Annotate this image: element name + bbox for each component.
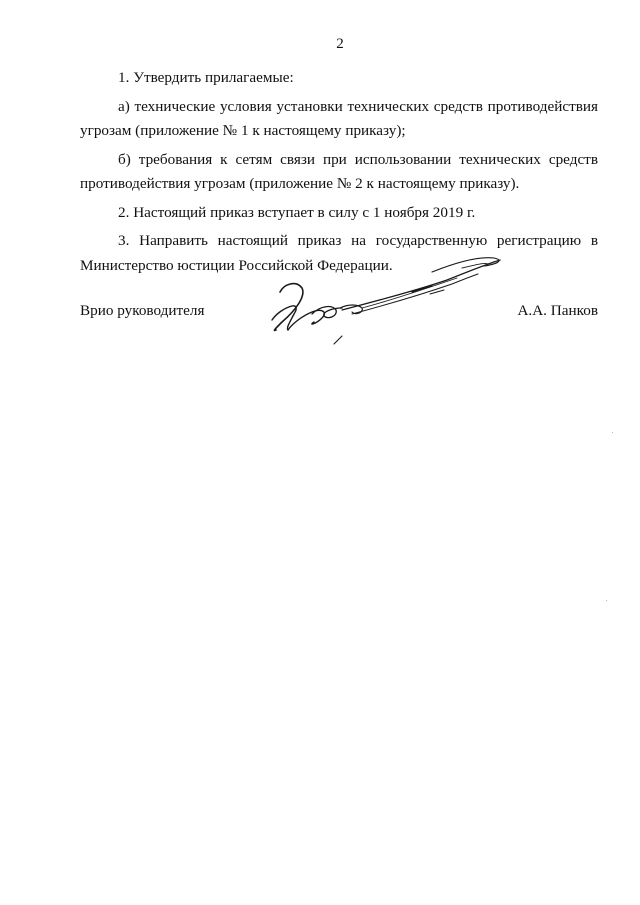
paragraph-approve: 1. Утвердить прилагаемые: [118,69,294,86]
paragraph-registration: 3. Направить настоящий приказ на государственную регистрацию в Министерство юстиции Российской Федерации. [80,232,598,274]
paragraph-item-b: б) требования к сетям связи при использовании технических средств противодействия угрозам (приложение № 2 к настоящему приказу). [80,150,598,192]
handwritten-signature [262,250,512,350]
scan-artifact [606,600,607,601]
signatory-name: А.А. Панков [517,302,598,319]
scan-artifact [612,432,613,433]
signature-row [80,302,598,326]
paragraph-effective-date: 2. Настоящий приказ вступает в силу с 1 ноября 2019 г. [118,203,476,221]
signatory-position: Врио руководителя [80,302,205,319]
page-number: 2 [336,36,344,52]
paragraph-item-a: а) технические условия установки технических средств противодействия угрозам (приложение № 1 к настоящему приказу); [80,97,598,139]
